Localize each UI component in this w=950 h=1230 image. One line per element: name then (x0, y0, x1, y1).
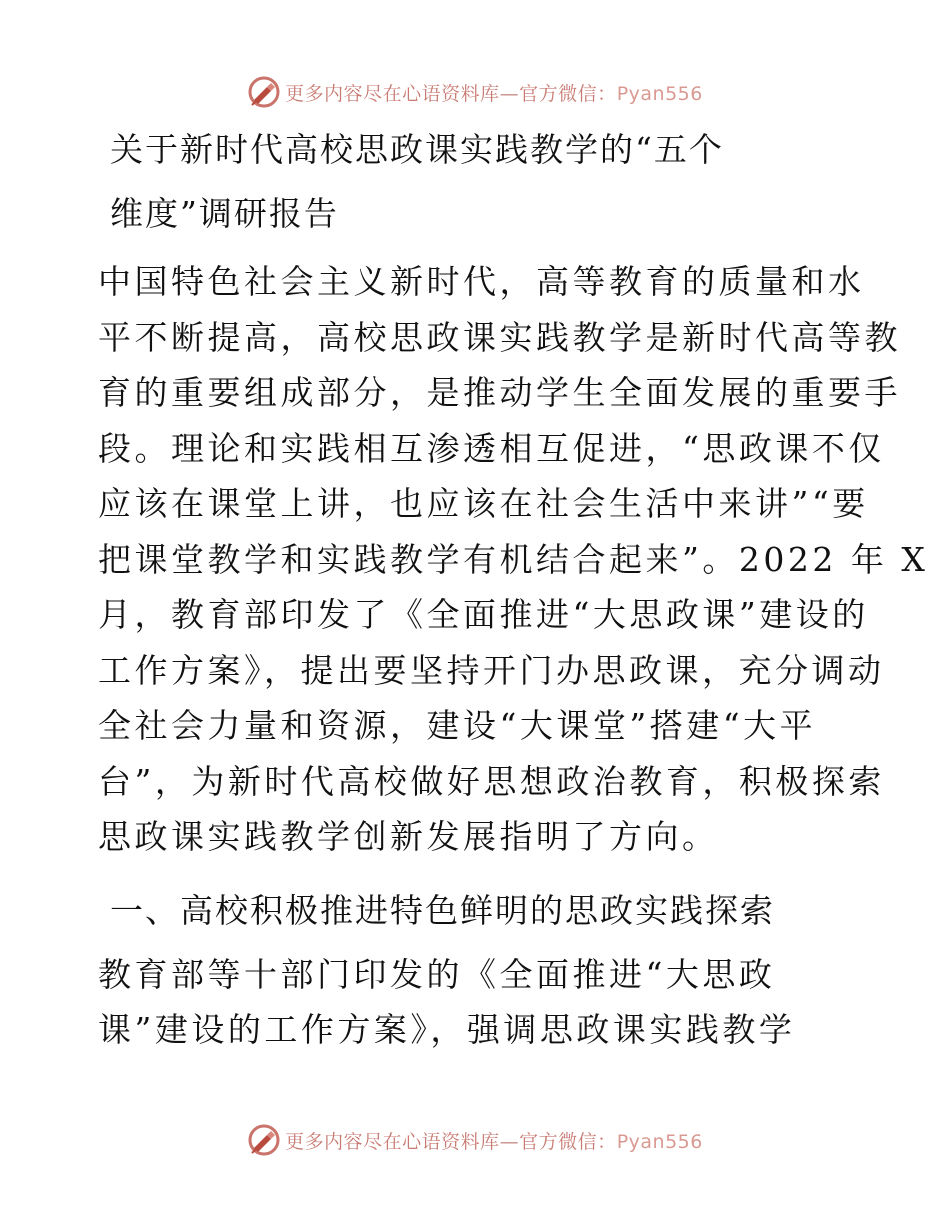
watermark-id: Pyan556 (616, 1130, 703, 1153)
paragraph-line: 把课堂教学和实践教学有机结合起来”。2022 年 X (98, 539, 929, 579)
paragraph-line: 台”，为新时代高校做好思想政治教育，积极探索 (98, 761, 885, 801)
pen-logo-icon (247, 75, 281, 109)
paragraph-line: 教育部等十部门印发的《全面推进“大思政 (98, 954, 776, 994)
header-watermark (0, 72, 950, 112)
paragraph-line: 工作方案》，提出要坚持开门办思政课，充分调动 (98, 650, 885, 690)
paragraph-line: 课”建设的工作方案》，强调思政课实践教学 (98, 1010, 796, 1049)
document-title-line-2: 维度”调研报告 (110, 194, 339, 233)
watermark-title: 更多内容尽在心语资料库 (285, 82, 500, 105)
document-title-line-1: 关于新时代高校思政课实践教学的“五个 (110, 130, 724, 169)
watermark-separator: — (499, 82, 520, 105)
paragraph-line: 平不断提高，高校思政课实践教学是新时代高等教 (98, 317, 901, 357)
footer-watermark (0, 1120, 950, 1160)
paragraph-line: 育的重要组成部分，是推动学生全面发展的重要手 (98, 373, 901, 412)
paragraph-line: 月，教育部印发了《全面推进“大思政课”建设的 (98, 595, 869, 634)
watermark-text (285, 79, 703, 106)
watermark-contact: 官方微信： (519, 82, 617, 105)
paragraph-line: 全社会力量和资源，建设“大课堂”搭建“大平 (98, 706, 817, 745)
watermark-separator: — (499, 1130, 520, 1153)
watermark-text (285, 1127, 703, 1154)
paragraph-2 (98, 947, 858, 1058)
paragraph-line: 中国特色社会主义新时代，高等教育的质量和水 (98, 262, 865, 301)
paragraph-line: 应该在课堂上讲，也应该在社会生活中来讲”“要 (98, 484, 869, 523)
pen-logo-icon (247, 1123, 281, 1157)
document-body (98, 118, 929, 1058)
paragraph-line: 段。理论和实践相互渗透相互促进，“思政课不仅 (98, 428, 885, 468)
section-heading-1: 一、高校积极推进特色鲜明的思政实践探索 (110, 890, 775, 930)
watermark-id: Pyan556 (616, 82, 703, 105)
watermark-title: 更多内容尽在心语资料库 (285, 1130, 500, 1153)
watermark-contact: 官方微信： (519, 1130, 617, 1153)
paragraph-line: 思政课实践教学创新发展指明了方向。 (98, 817, 719, 856)
paragraph-1 (98, 254, 929, 865)
